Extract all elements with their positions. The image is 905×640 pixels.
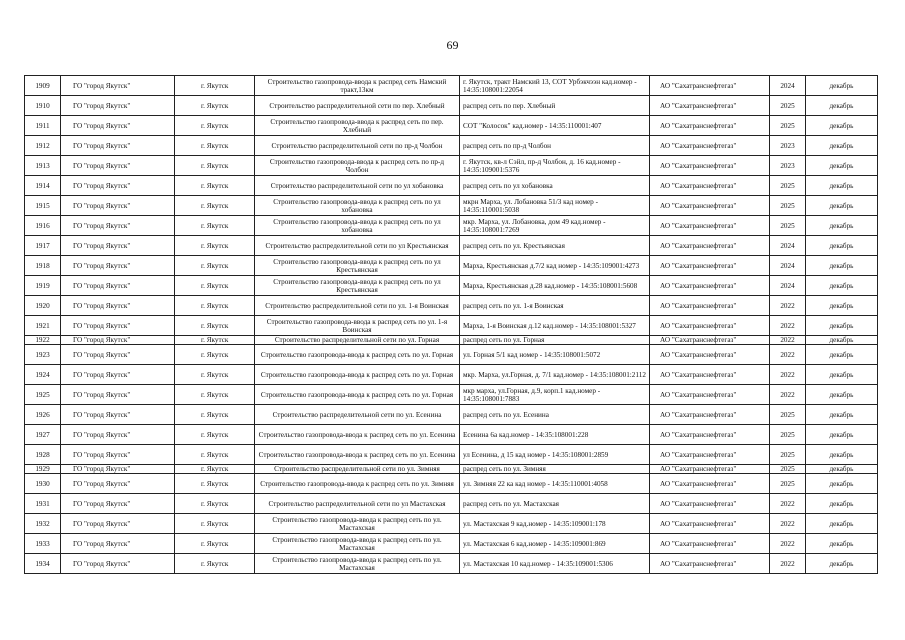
row-number: 1924 bbox=[25, 365, 61, 385]
address-cell: ул. Мастахская 9 кад.номер - 14:35:109001:178 bbox=[460, 514, 650, 534]
city-cell: г. Якутск bbox=[175, 96, 255, 116]
work-description-cell: Строительство газопровода-ввода к распред сеть по ул. Есенина bbox=[255, 445, 460, 465]
executor-cell: АО "Сахатранснефтегаз" bbox=[650, 365, 770, 385]
work-description-cell: Строительство газопровода-ввода к распред сеть по ул. Зимняя bbox=[255, 474, 460, 494]
executor-cell: АО "Сахатранснефтегаз" bbox=[650, 405, 770, 425]
year-cell: 2022 bbox=[770, 296, 806, 316]
city-cell: г. Якутск bbox=[175, 425, 255, 445]
city-cell: г. Якутск bbox=[175, 445, 255, 465]
work-description-cell: Строительство распределительной сети по ул. Зимняя bbox=[255, 465, 460, 474]
row-number: 1911 bbox=[25, 116, 61, 136]
row-number: 1934 bbox=[25, 554, 61, 574]
row-number: 1919 bbox=[25, 276, 61, 296]
row-number: 1928 bbox=[25, 445, 61, 465]
table-row bbox=[25, 316, 878, 336]
executor-cell: АО "Сахатранснефтегаз" bbox=[650, 116, 770, 136]
executor-cell: АО "Сахатранснефтегаз" bbox=[650, 425, 770, 445]
work-description-cell: Строительство распределительной сети по ул хобановка bbox=[255, 176, 460, 196]
municipality-cell: ГО "город Якутск" bbox=[61, 196, 175, 216]
work-description-cell: Строительство газопровода-ввода к распред сеть по ул Крестьянская bbox=[255, 256, 460, 276]
table-row bbox=[25, 196, 878, 216]
row-number: 1915 bbox=[25, 196, 61, 216]
table-row bbox=[25, 425, 878, 445]
table-row bbox=[25, 156, 878, 176]
executor-cell: АО "Сахатранснефтегаз" bbox=[650, 96, 770, 116]
address-cell: ул. Мастахская 6 кад.номер - 14:35:109001:869 bbox=[460, 534, 650, 554]
month-cell: декабрь bbox=[806, 554, 878, 574]
year-cell: 2023 bbox=[770, 136, 806, 156]
year-cell: 2022 bbox=[770, 554, 806, 574]
municipality-cell: ГО "город Якутск" bbox=[61, 365, 175, 385]
address-cell: г. Якутск, кв-л Сэйл, пр-д Чолбон, д. 16 кад.номер - 14:35:109001:5376 bbox=[460, 156, 650, 176]
address-cell: распред сеть по ул. Горная bbox=[460, 336, 650, 345]
address-cell: распред сеть по пр-д Чолбон bbox=[460, 136, 650, 156]
work-description-cell: Строительство газопровода-ввода к распред сеть по ул. Горная bbox=[255, 385, 460, 405]
row-number: 1914 bbox=[25, 176, 61, 196]
table-row bbox=[25, 96, 878, 116]
row-number: 1917 bbox=[25, 236, 61, 256]
row-number: 1927 bbox=[25, 425, 61, 445]
table-body bbox=[25, 76, 878, 574]
address-cell: Марха, Крестьянская д.7/2 кад номер - 14:35:109001:4273 bbox=[460, 256, 650, 276]
row-number: 1918 bbox=[25, 256, 61, 276]
city-cell: г. Якутск bbox=[175, 136, 255, 156]
table-row bbox=[25, 554, 878, 574]
address-cell: ул. Мастахская 10 кад.номер - 14:35:109001:5306 bbox=[460, 554, 650, 574]
address-cell: распред сеть по ул. Крестьянская bbox=[460, 236, 650, 256]
executor-cell: АО "Сахатранснефтегаз" bbox=[650, 336, 770, 345]
year-cell: 2022 bbox=[770, 316, 806, 336]
year-cell: 2025 bbox=[770, 116, 806, 136]
month-cell: декабрь bbox=[806, 474, 878, 494]
municipality-cell: ГО "город Якутск" bbox=[61, 465, 175, 474]
executor-cell: АО "Сахатранснефтегаз" bbox=[650, 494, 770, 514]
address-cell: мкр марха, ул.Горная, д.9, корп.1 кад.номер - 14:35:108001:7883 bbox=[460, 385, 650, 405]
city-cell: г. Якутск bbox=[175, 316, 255, 336]
municipality-cell: ГО "город Якутск" bbox=[61, 176, 175, 196]
executor-cell: АО "Сахатранснефтегаз" bbox=[650, 136, 770, 156]
city-cell: г. Якутск bbox=[175, 534, 255, 554]
month-cell: декабрь bbox=[806, 136, 878, 156]
table-row bbox=[25, 405, 878, 425]
month-cell: декабрь bbox=[806, 116, 878, 136]
month-cell: декабрь bbox=[806, 196, 878, 216]
table-row bbox=[25, 116, 878, 136]
month-cell: декабрь bbox=[806, 425, 878, 445]
city-cell: г. Якутск bbox=[175, 554, 255, 574]
executor-cell: АО "Сахатранснефтегаз" bbox=[650, 176, 770, 196]
year-cell: 2022 bbox=[770, 385, 806, 405]
work-description-cell: Строительство газопровода-ввода к распред сеть по ул. Мастахская bbox=[255, 554, 460, 574]
address-cell: Марха, 1-я Воинская д.12 кад.номер - 14:35:108001:5327 bbox=[460, 316, 650, 336]
address-cell: СОТ "Колосок" кад.номер - 14:35:110001:407 bbox=[460, 116, 650, 136]
work-description-cell: Строительство газопровода-ввода к распред сеть по ул хобановка bbox=[255, 216, 460, 236]
work-description-cell: Строительство газопровода-ввода к распред сеть по ул Крестьянская bbox=[255, 276, 460, 296]
table-row bbox=[25, 76, 878, 96]
row-number: 1932 bbox=[25, 514, 61, 534]
municipality-cell: ГО "город Якутск" bbox=[61, 554, 175, 574]
city-cell: г. Якутск bbox=[175, 474, 255, 494]
city-cell: г. Якутск bbox=[175, 365, 255, 385]
row-number: 1925 bbox=[25, 385, 61, 405]
municipality-cell: ГО "город Якутск" bbox=[61, 156, 175, 176]
address-cell: ул. Горная 5/1 кад номер - 14:35:108001:5072 bbox=[460, 345, 650, 365]
table-row bbox=[25, 514, 878, 534]
address-cell: Марха, Крестьянская д.28 кад.номер - 14:35:108001:5608 bbox=[460, 276, 650, 296]
municipality-cell: ГО "город Якутск" bbox=[61, 236, 175, 256]
table-row bbox=[25, 445, 878, 465]
row-number: 1913 bbox=[25, 156, 61, 176]
work-description-cell: Строительство газопровода-ввода к распред сеть по ул. 1-я Воинская bbox=[255, 316, 460, 336]
work-description-cell: Строительство газопровода-ввода к распред сеть по ул хобановка bbox=[255, 196, 460, 216]
table-row bbox=[25, 385, 878, 405]
city-cell: г. Якутск bbox=[175, 465, 255, 474]
month-cell: декабрь bbox=[806, 296, 878, 316]
work-description-cell: Строительство распределительной сети по ул Крестьянская bbox=[255, 236, 460, 256]
address-cell: распред сеть по ул. 1-я Воинская bbox=[460, 296, 650, 316]
row-number: 1933 bbox=[25, 534, 61, 554]
month-cell: декабрь bbox=[806, 76, 878, 96]
row-number: 1922 bbox=[25, 336, 61, 345]
work-description-cell: Строительство распределительной сети по пр-д Чолбон bbox=[255, 136, 460, 156]
month-cell: декабрь bbox=[806, 336, 878, 345]
municipality-cell: ГО "город Якутск" bbox=[61, 474, 175, 494]
city-cell: г. Якутск bbox=[175, 296, 255, 316]
row-number: 1921 bbox=[25, 316, 61, 336]
month-cell: декабрь bbox=[806, 96, 878, 116]
municipality-cell: ГО "город Якутск" bbox=[61, 276, 175, 296]
row-number: 1916 bbox=[25, 216, 61, 236]
year-cell: 2025 bbox=[770, 425, 806, 445]
table-row bbox=[25, 136, 878, 156]
address-cell: мкр. Марха, ул.Горная, д. 7/1 кад.номер - 14:35:108001:2112 bbox=[460, 365, 650, 385]
address-cell: ул Есенина, д 15 кад номер - 14:35:108001:2859 bbox=[460, 445, 650, 465]
table-row bbox=[25, 296, 878, 316]
executor-cell: АО "Сахатранснефтегаз" bbox=[650, 514, 770, 534]
month-cell: декабрь bbox=[806, 176, 878, 196]
year-cell: 2022 bbox=[770, 365, 806, 385]
month-cell: декабрь bbox=[806, 276, 878, 296]
month-cell: декабрь bbox=[806, 445, 878, 465]
year-cell: 2024 bbox=[770, 276, 806, 296]
municipality-cell: ГО "город Якутск" bbox=[61, 136, 175, 156]
municipality-cell: ГО "город Якутск" bbox=[61, 425, 175, 445]
table-row bbox=[25, 256, 878, 276]
executor-cell: АО "Сахатранснефтегаз" bbox=[650, 276, 770, 296]
gas-pipeline-table bbox=[24, 75, 878, 574]
row-number: 1923 bbox=[25, 345, 61, 365]
year-cell: 2025 bbox=[770, 445, 806, 465]
month-cell: декабрь bbox=[806, 405, 878, 425]
address-cell: г. Якутск, тракт Намский 13, СОТ Урбэкчээн кад.номер - 14:35:108001:22054 bbox=[460, 76, 650, 96]
municipality-cell: ГО "город Якутск" bbox=[61, 514, 175, 534]
municipality-cell: ГО "город Якутск" bbox=[61, 336, 175, 345]
city-cell: г. Якутск bbox=[175, 156, 255, 176]
city-cell: г. Якутск bbox=[175, 514, 255, 534]
municipality-cell: ГО "город Якутск" bbox=[61, 345, 175, 365]
executor-cell: АО "Сахатранснефтегаз" bbox=[650, 534, 770, 554]
month-cell: декабрь bbox=[806, 236, 878, 256]
municipality-cell: ГО "город Якутск" bbox=[61, 256, 175, 276]
city-cell: г. Якутск bbox=[175, 76, 255, 96]
row-number: 1910 bbox=[25, 96, 61, 116]
city-cell: г. Якутск bbox=[175, 405, 255, 425]
work-description-cell: Строительство газопровода-ввода к распред сеть по пер. Хлебный bbox=[255, 116, 460, 136]
month-cell: декабрь bbox=[806, 465, 878, 474]
year-cell: 2025 bbox=[770, 465, 806, 474]
municipality-cell: ГО "город Якутск" bbox=[61, 216, 175, 236]
work-description-cell: Строительство распределительной сети по ул. Горная bbox=[255, 336, 460, 345]
municipality-cell: ГО "город Якутск" bbox=[61, 316, 175, 336]
address-cell: мкр. Марха, ул. Лобановка, дом 49 кад.номер - 14:35:108001:7269 bbox=[460, 216, 650, 236]
month-cell: декабрь bbox=[806, 534, 878, 554]
row-number: 1929 bbox=[25, 465, 61, 474]
executor-cell: АО "Сахатранснефтегаз" bbox=[650, 196, 770, 216]
city-cell: г. Якутск bbox=[175, 336, 255, 345]
year-cell: 2022 bbox=[770, 514, 806, 534]
city-cell: г. Якутск bbox=[175, 196, 255, 216]
executor-cell: АО "Сахатранснефтегаз" bbox=[650, 465, 770, 474]
executor-cell: АО "Сахатранснефтегаз" bbox=[650, 554, 770, 574]
executor-cell: АО "Сахатранснефтегаз" bbox=[650, 236, 770, 256]
executor-cell: АО "Сахатранснефтегаз" bbox=[650, 156, 770, 176]
executor-cell: АО "Сахатранснефтегаз" bbox=[650, 385, 770, 405]
city-cell: г. Якутск bbox=[175, 345, 255, 365]
row-number: 1926 bbox=[25, 405, 61, 425]
month-cell: декабрь bbox=[806, 494, 878, 514]
year-cell: 2022 bbox=[770, 336, 806, 345]
work-description-cell: Строительство газопровода-ввода к распред сеть по ул. Есенина bbox=[255, 425, 460, 445]
work-description-cell: Строительство газопровода-ввода к распред сеть по ул. Горная bbox=[255, 345, 460, 365]
municipality-cell: ГО "город Якутск" bbox=[61, 385, 175, 405]
address-cell: распред сеть по ул. Зимняя bbox=[460, 465, 650, 474]
city-cell: г. Якутск bbox=[175, 236, 255, 256]
month-cell: декабрь bbox=[806, 365, 878, 385]
table-row bbox=[25, 465, 878, 474]
year-cell: 2022 bbox=[770, 534, 806, 554]
page-number: 69 bbox=[446, 38, 459, 52]
year-cell: 2025 bbox=[770, 196, 806, 216]
year-cell: 2025 bbox=[770, 405, 806, 425]
municipality-cell: ГО "город Якутск" bbox=[61, 296, 175, 316]
address-cell: Есенина 6а кад.номер - 14:35:108001:228 bbox=[460, 425, 650, 445]
executor-cell: АО "Сахатранснефтегаз" bbox=[650, 474, 770, 494]
city-cell: г. Якутск bbox=[175, 116, 255, 136]
municipality-cell: ГО "город Якутск" bbox=[61, 116, 175, 136]
year-cell: 2024 bbox=[770, 236, 806, 256]
work-description-cell: Строительство распределительной сети по пер. Хлебный bbox=[255, 96, 460, 116]
year-cell: 2025 bbox=[770, 176, 806, 196]
year-cell: 2023 bbox=[770, 156, 806, 176]
year-cell: 2024 bbox=[770, 76, 806, 96]
municipality-cell: ГО "город Якутск" bbox=[61, 534, 175, 554]
work-description-cell: Строительство распределительной сети по ул. Есенина bbox=[255, 405, 460, 425]
executor-cell: АО "Сахатранснефтегаз" bbox=[650, 76, 770, 96]
municipality-cell: ГО "город Якутск" bbox=[61, 96, 175, 116]
address-cell: распред сеть по ул хобановка bbox=[460, 176, 650, 196]
executor-cell: АО "Сахатранснефтегаз" bbox=[650, 316, 770, 336]
year-cell: 2025 bbox=[770, 474, 806, 494]
month-cell: декабрь bbox=[806, 216, 878, 236]
address-cell: распред сеть по пер. Хлебный bbox=[460, 96, 650, 116]
city-cell: г. Якутск bbox=[175, 385, 255, 405]
work-description-cell: Строительство газопровода-ввода к распред сеть по ул. Мастахская bbox=[255, 514, 460, 534]
executor-cell: АО "Сахатранснефтегаз" bbox=[650, 445, 770, 465]
table-row bbox=[25, 336, 878, 345]
executor-cell: АО "Сахатранснефтегаз" bbox=[650, 345, 770, 365]
city-cell: г. Якутск bbox=[175, 176, 255, 196]
address-cell: распред сеть по ул. Есенина bbox=[460, 405, 650, 425]
month-cell: декабрь bbox=[806, 156, 878, 176]
year-cell: 2025 bbox=[770, 96, 806, 116]
month-cell: декабрь bbox=[806, 316, 878, 336]
row-number: 1931 bbox=[25, 494, 61, 514]
year-cell: 2024 bbox=[770, 256, 806, 276]
executor-cell: АО "Сахатранснефтегаз" bbox=[650, 216, 770, 236]
table-row bbox=[25, 176, 878, 196]
work-description-cell: Строительство газопровода-ввода к распред сеть Намский тракт,13км bbox=[255, 76, 460, 96]
year-cell: 2022 bbox=[770, 345, 806, 365]
city-cell: г. Якутск bbox=[175, 256, 255, 276]
work-description-cell: Строительство газопровода-ввода к распред сеть по пр-д Чолбон bbox=[255, 156, 460, 176]
municipality-cell: ГО "город Якутск" bbox=[61, 445, 175, 465]
month-cell: декабрь bbox=[806, 514, 878, 534]
city-cell: г. Якутск bbox=[175, 276, 255, 296]
table-row bbox=[25, 236, 878, 256]
row-number: 1930 bbox=[25, 474, 61, 494]
table-row bbox=[25, 365, 878, 385]
table-row bbox=[25, 276, 878, 296]
address-cell: ул. Зимняя 22 ка кад номер - 14:35:110001:4058 bbox=[460, 474, 650, 494]
year-cell: 2025 bbox=[770, 216, 806, 236]
table-row bbox=[25, 494, 878, 514]
row-number: 1912 bbox=[25, 136, 61, 156]
month-cell: декабрь bbox=[806, 345, 878, 365]
table-row bbox=[25, 534, 878, 554]
address-cell: распред сеть по ул. Мастахская bbox=[460, 494, 650, 514]
municipality-cell: ГО "город Якутск" bbox=[61, 405, 175, 425]
address-cell: мкрн Марха, ул. Лобановка 51/3 кад номер - 14:35:110001:5038 bbox=[460, 196, 650, 216]
table-row bbox=[25, 345, 878, 365]
city-cell: г. Якутск bbox=[175, 216, 255, 236]
work-description-cell: Строительство газопровода-ввода к распред сеть по ул. Горная bbox=[255, 365, 460, 385]
work-description-cell: Строительство распределительной сети по ул Мастахская bbox=[255, 494, 460, 514]
work-description-cell: Строительство распределительной сети по ул. 1-я Воинская bbox=[255, 296, 460, 316]
row-number: 1920 bbox=[25, 296, 61, 316]
month-cell: декабрь bbox=[806, 256, 878, 276]
municipality-cell: ГО "город Якутск" bbox=[61, 76, 175, 96]
month-cell: декабрь bbox=[806, 385, 878, 405]
municipality-cell: ГО "город Якутск" bbox=[61, 494, 175, 514]
city-cell: г. Якутск bbox=[175, 494, 255, 514]
row-number: 1909 bbox=[25, 76, 61, 96]
year-cell: 2022 bbox=[770, 494, 806, 514]
work-description-cell: Строительство газопровода-ввода к распред сеть по ул. Мастахская bbox=[255, 534, 460, 554]
table-row bbox=[25, 474, 878, 494]
executor-cell: АО "Сахатранснефтегаз" bbox=[650, 256, 770, 276]
executor-cell: АО "Сахатранснефтегаз" bbox=[650, 296, 770, 316]
table-row bbox=[25, 216, 878, 236]
